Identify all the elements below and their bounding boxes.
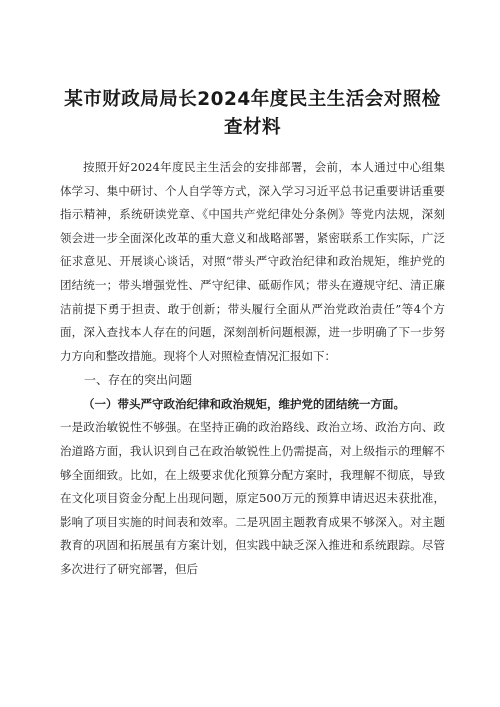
section-heading-1: 一、存在的突出问题 xyxy=(84,373,193,388)
subsection-body-1: 一是政治敏锐性不够强。在坚持正确的政治路线、政治立场、政治方向、政治道路方面，我认识到自己在政治敏锐性上仍需提高，对上级指示的理解不够全面细致。比如，在上级要求优化预算分配方案时，我理解不彻底，导致在文化项目资金分配上出现问题，原定500万元的预算申请迟迟未获批准，影响了项目实施的时间表和效率。二是巩固主题教育成果不够深入。对主题教育的巩固和拓展虽有方案计划，但实践中缺乏深入推进和系统跟踪。尽管多次进行了研究部署，但后 xyxy=(60,420,445,576)
intro-paragraph: 按照开好2024年度民主生活会的安排部署，会前，本人通过中心组集体学习、集中研讨、个人自学等方式，深入学习习近平总书记重要讲话重要指示精神，系统研读党章、《中国共产党纪律处分条例》等党内法规，深刻领会进一步全面深化改革的重大意义和战略部署，紧密联系工作实际，广泛征求意见、开展谈心谈话，对照“带头严守政治纪律和政治规矩，维护党的团结统一；带头增强党性、严守纪律、砥砺作风；带头在遵规守纪、清正廉洁前提下勇于担责、敢于创新；带头履行全面从严治党政治责任”等4个方面，深入查找本人存在的问题，深刻剖析问题根源，进一步明确了下一步努力方向和整改措施。现将个人对照检查情况汇报如下： xyxy=(60,160,445,363)
document-body xyxy=(60,156,445,582)
subsection-heading-1: （一）带头严守政治纪律和政治规矩，维护党的团结统一方面。 xyxy=(83,397,405,412)
title-line-1: 某市财政局局长2024年度民主生活会对照检 xyxy=(64,89,441,110)
title-line-2: 查材料 xyxy=(223,117,281,138)
document-title xyxy=(60,86,445,142)
